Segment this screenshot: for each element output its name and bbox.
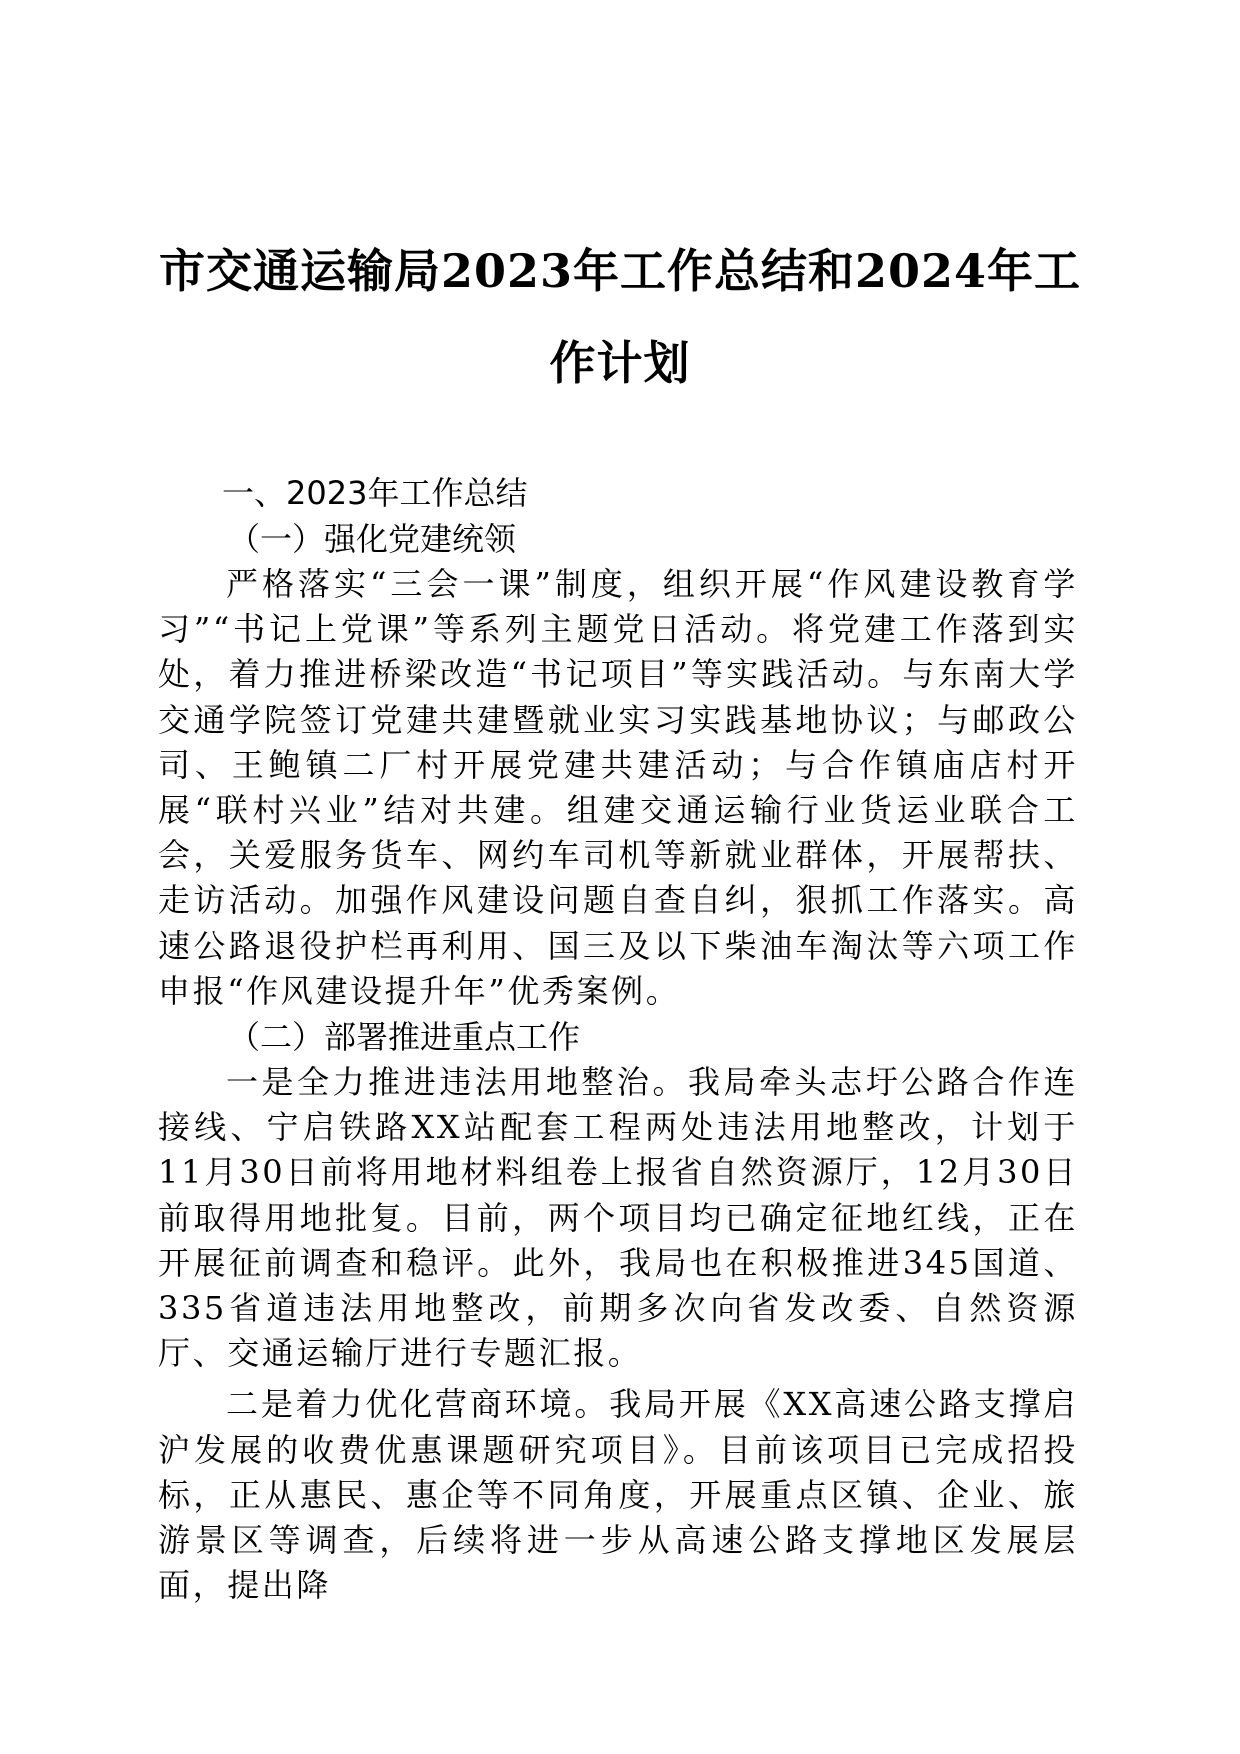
document-title: 市交通运输局2023年工作总结和2024年工作计划 — [158, 244, 1082, 390]
paragraph-party-building: 严格落实“三会一课”制度，组织开展“作风建设教育学习”“书记上党课”等系列主题党日活动。将党建工作落到实处，着力推进桥梁改造“书记项目”等实践活动。与东南大学交通学院签订党建共建暨就业实习实践基地协议；与邮政公司、王鲍镇二厂村开展党建共建活动；与合作镇庙店村开展“联村兴业”结对共建。组建交通运输行业货运业联合工会，关爱服务货车、网约车司机等新就业群体，开展帮扶、走访活动。加强作风建设问题自查自纠，狠抓工作落实。高速公路退役护栏再利用、国三及以下柴油车淘汰等六项工作申报“作风建设提升年”优秀案例。 — [158, 565, 1078, 1010]
section-heading-summary: 一、2023年工作总结 — [222, 474, 528, 512]
subsection-heading-key-work: （二）部署推进重点工作 — [228, 1018, 581, 1057]
paragraph-business-environment: 二是着力优化营商环境。我局开展《XX高速公路支撑启沪发展的收费优惠课题研究项目》。目前该项目已完成招投标，正从惠民、惠企等不同角度，开展重点区镇、企业、旅游景区等调查，后续将进一步从高速公路支撑地区发展层面，提出降 — [158, 1385, 1078, 1605]
document-body — [158, 470, 1078, 1608]
paragraph-illegal-land-remediation: 一是全力推进违法用地整治。我局牵头志圩公路合作连接线、宁启铁路XX站配套工程两处违法用地整改，计划于11月30日前将用地材料组卷上报省自然资源厅，12月30日前取得用地批复。目前，两个项目均已确定征地红线，正在开展征前调查和稳评。此外，我局也在积极推进345国道、335省道违法用地整改，前期多次向省发改委、自然资源厅、交通运输厅进行专题汇报。 — [158, 1063, 1078, 1373]
subsection-heading-party-building: （一）强化党建统领 — [228, 520, 517, 558]
